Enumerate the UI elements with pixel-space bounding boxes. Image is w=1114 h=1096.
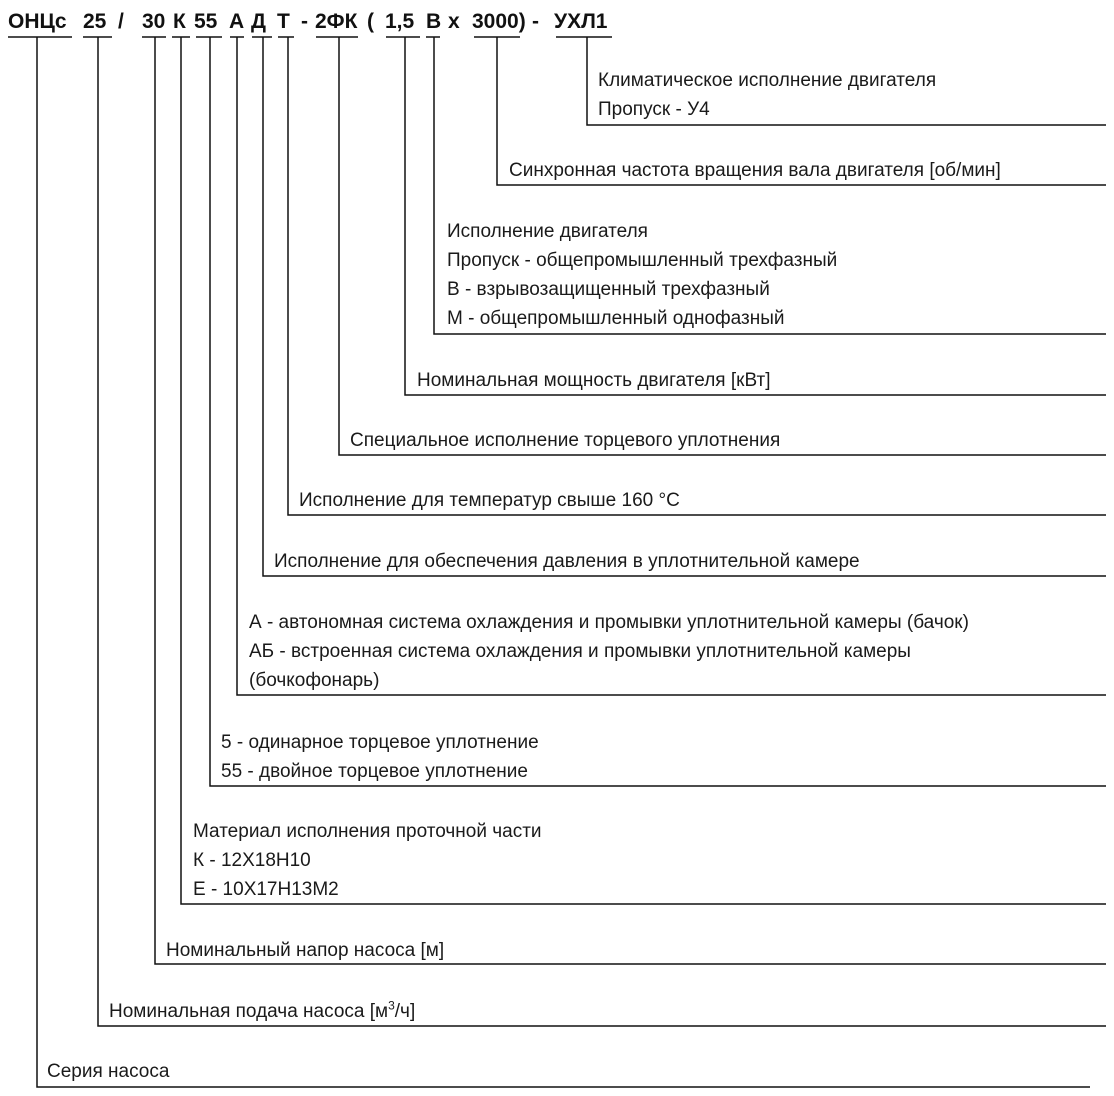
desc-power-title: Номинальная мощность двигателя [кВт]: [417, 370, 771, 391]
desc-pressure-title: Исполнение для обеспечения давления в уплотнительной камере: [274, 551, 860, 572]
code-material: К: [173, 10, 186, 33]
code-cooling: А: [229, 10, 245, 33]
desc-seal-special-title: Специальное исполнение торцевого уплотнения: [350, 430, 781, 451]
desc-seal-type-option: 55 - двойное торцевое уплотнение: [221, 761, 528, 782]
code-motor-type: В: [426, 10, 442, 33]
code-power: 1,5: [385, 10, 415, 33]
desc-material-title: Материал исполнения проточной части: [193, 821, 542, 842]
desc-seal-type-option: 5 - одинарное торцевое уплотнение: [221, 732, 539, 753]
desc-climate-option: Пропуск - У4: [598, 99, 710, 120]
desc-flow-superscript: 3: [388, 998, 395, 1013]
desc-power: [417, 366, 771, 395]
desc-head-title: Номинальный напор насоса [м]: [166, 940, 445, 961]
code-flow: 25: [83, 10, 107, 33]
desc-series: [47, 1057, 169, 1086]
desc-speed: [509, 156, 1001, 185]
desc-seal-special: [350, 426, 780, 455]
desc-temperature: [299, 486, 680, 515]
desc-cooling-option: АБ - встроенная система охлаждения и промывки уплотнительной камеры: [249, 641, 911, 662]
desc-head: [166, 936, 444, 965]
desc-climate-title: Климатическое исполнение двигателя: [598, 70, 937, 91]
desc-climate: [598, 66, 936, 124]
desc-series-title: Серия насоса: [47, 1061, 170, 1082]
desc-motor-type-option: Пропуск - общепромышленный трехфазный: [447, 250, 838, 271]
desc-motor-type-option: М - общепромышленный однофазный: [447, 308, 785, 329]
desc-material-option: К - 12Х18Н10: [193, 850, 311, 871]
desc-cooling: [249, 608, 969, 695]
code-seal-special: 2ФК: [315, 10, 358, 33]
code-slash: /: [118, 10, 124, 33]
code-head: 30: [142, 10, 166, 33]
desc-flow: [109, 997, 415, 1026]
code-climate: УХЛ1: [554, 10, 608, 33]
desc-material: [193, 817, 542, 904]
desc-motor-type: [447, 217, 837, 333]
desc-seal-type: [221, 728, 539, 786]
code-dash: -: [301, 10, 308, 33]
code-seal-type: 55: [194, 10, 218, 33]
desc-speed-title: Синхронная частота вращения вала двигателя [об/мин]: [509, 160, 1001, 181]
code-times: х: [448, 10, 460, 33]
desc-cooling-option: (бочкофонарь): [249, 670, 380, 691]
desc-material-option: Е - 10Х17Н13М2: [193, 879, 339, 900]
desc-flow-text-end: /ч]: [394, 1001, 416, 1022]
desc-motor-type-option: В - взрывозащищенный трехфазный: [447, 279, 770, 300]
desc-temperature-title: Исполнение для температур свыше 160 °С: [299, 490, 680, 511]
code-series: ОНЦс: [8, 10, 67, 33]
code-speed: 3000): [472, 10, 526, 33]
code-pressure: Д: [251, 10, 266, 33]
code-dash: -: [532, 10, 539, 33]
desc-flow-text: Номинальная подача насоса [м: [109, 1001, 389, 1022]
desc-pressure: [274, 547, 860, 576]
desc-motor-type-title: Исполнение двигателя: [447, 221, 648, 242]
desc-cooling-option: А - автономная система охлаждения и промывки уплотнительной камеры (бачок): [249, 612, 969, 633]
code-temperature: Т: [277, 10, 290, 33]
code-paren-open: (: [367, 10, 374, 33]
desc-flow-title: [109, 997, 415, 1026]
